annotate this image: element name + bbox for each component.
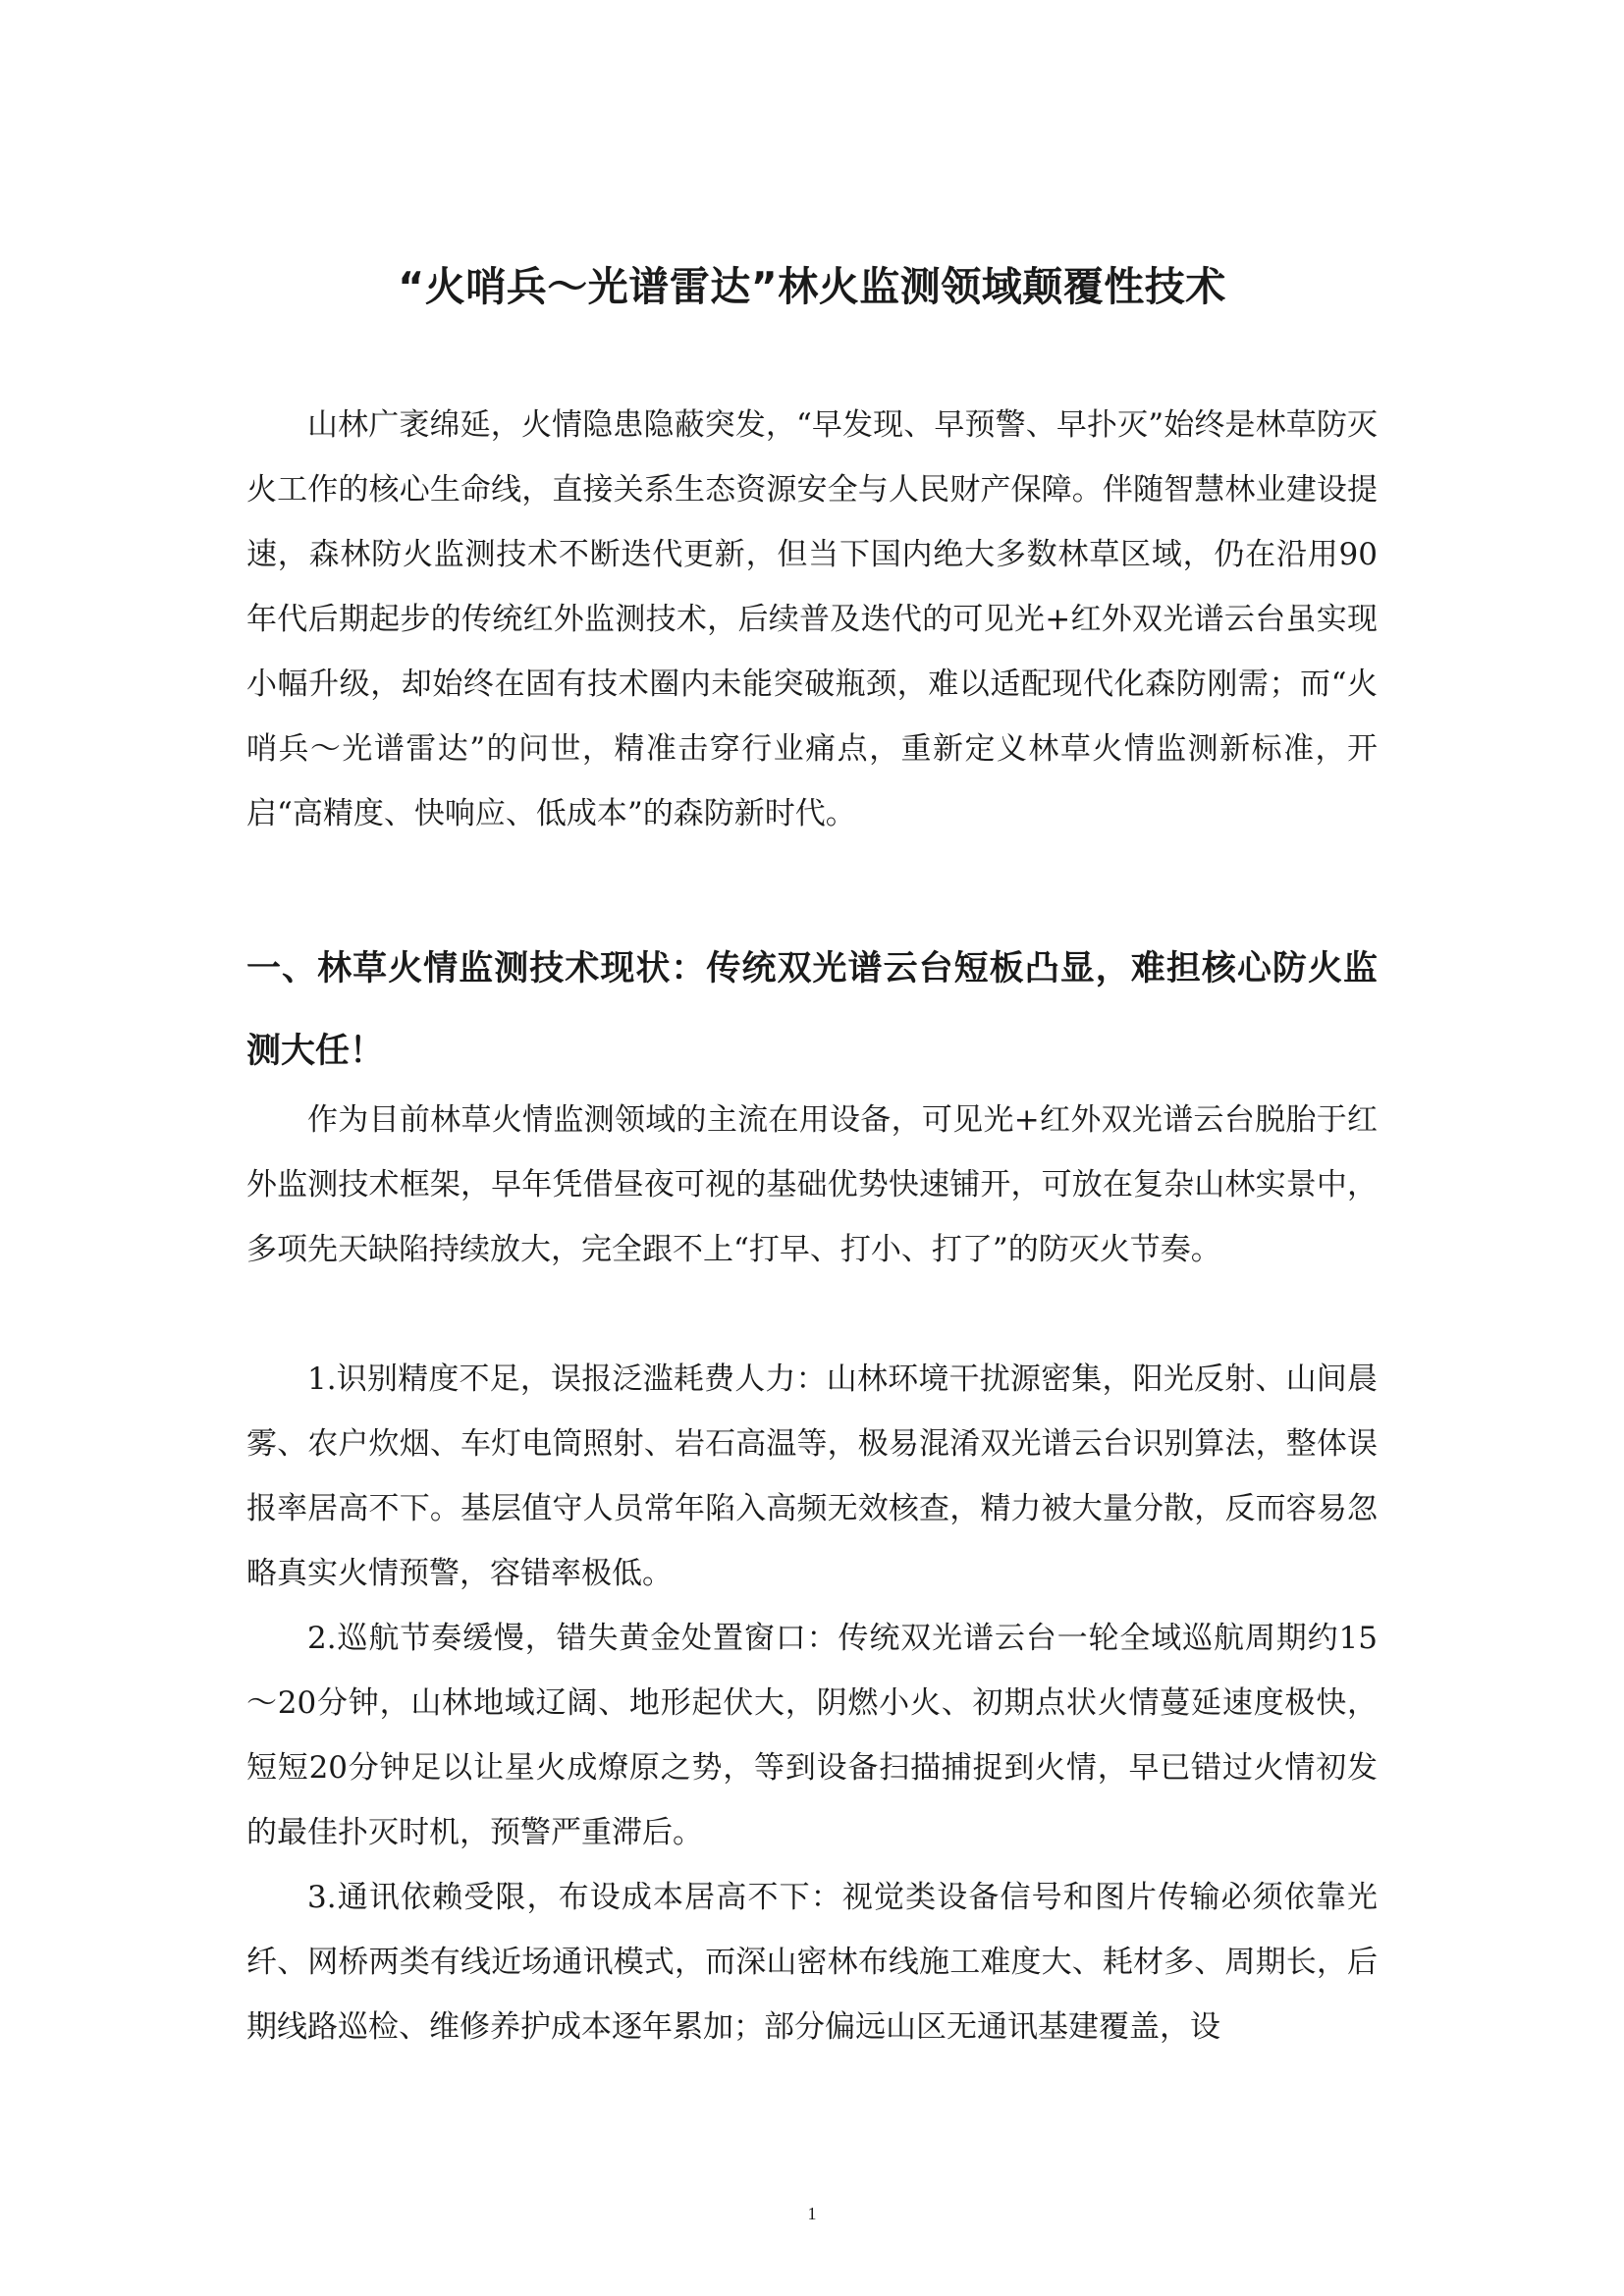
section-heading: 一、林草火情监测技术现状：传统双光谱云台短板凸显，难担核心防火监测大任！ (246, 949, 1378, 1071)
intro-paragraph: 山林广袤绵延，火情隐患隐蔽突发，“早发现、早预警、早扑灭”始终是林草防灭火工作的核心生命线，直接关系生态资源安全与人民财产保障。伴随智慧林业建设提速，森林防火监测技术不断迭代更新，但当下国内绝大多数林草区域，仍在沿用90年代后期起步的传统红外监测技术，后续普及迭代的可见光+红外双光谱云台虽实现小幅升级，却始终在固有技术圈内未能突破瓶颈，难以适配现代化森防刚需；而“火哨兵～光谱雷达”的问世，精准击穿行业痛点，重新定义林草火情监测新标准，开启“高精度、快响应、低成本”的森防新时代。 (246, 407, 1378, 831)
body-paragraph: 作为目前林草火情监测领域的主流在用设备，可见光+红外双光谱云台脱胎于红外监测技术框架，早年凭借昼夜可视的基础优势快速铺开，可放在复杂山林实景中，多项先天缺陷持续放大，完全跟不上“打早、打小、打了”的防灭火节奏。 (246, 1102, 1378, 1267)
body-paragraph: 3.通讯依赖受限，布设成本居高不下：视觉类设备信号和图片传输必须依靠光纤、网桥两类有线近场通讯模式，而深山密林布线施工难度大、耗材多、周期长，后期线路巡检、维修养护成本逐年累加；部分偏远山区无通讯基建覆盖，设 (246, 1880, 1378, 2045)
page-number: 1 (807, 2204, 817, 2223)
body-paragraph: 2.巡航节奏缓慢，错失黄金处置窗口：传统双光谱云台一轮全域巡航周期约15～20分钟，山林地域辽阔、地形起伏大，阴燃小火、初期点状火情蔓延速度极快，短短20分钟足以让星火成燎原之势，等到设备扫描捕捉到火情，早已错过火情初发的最佳扑灭时机，预警严重滞后。 (246, 1621, 1378, 1850)
body-paragraph: 1.识别精度不足，误报泛滥耗费人力：山林环境干扰源密集，阳光反射、山间晨雾、农户炊烟、车灯电筒照射、岩石高温等，极易混淆双光谱云台识别算法，整体误报率居高不下。基层值守人员常年陷入高频无效核查，精力被大量分散，反而容易忽略真实火情预警，容错率极低。 (246, 1362, 1378, 1591)
document-title: “火哨兵～光谱雷达”林火监测领域颠覆性技术 (398, 263, 1226, 310)
